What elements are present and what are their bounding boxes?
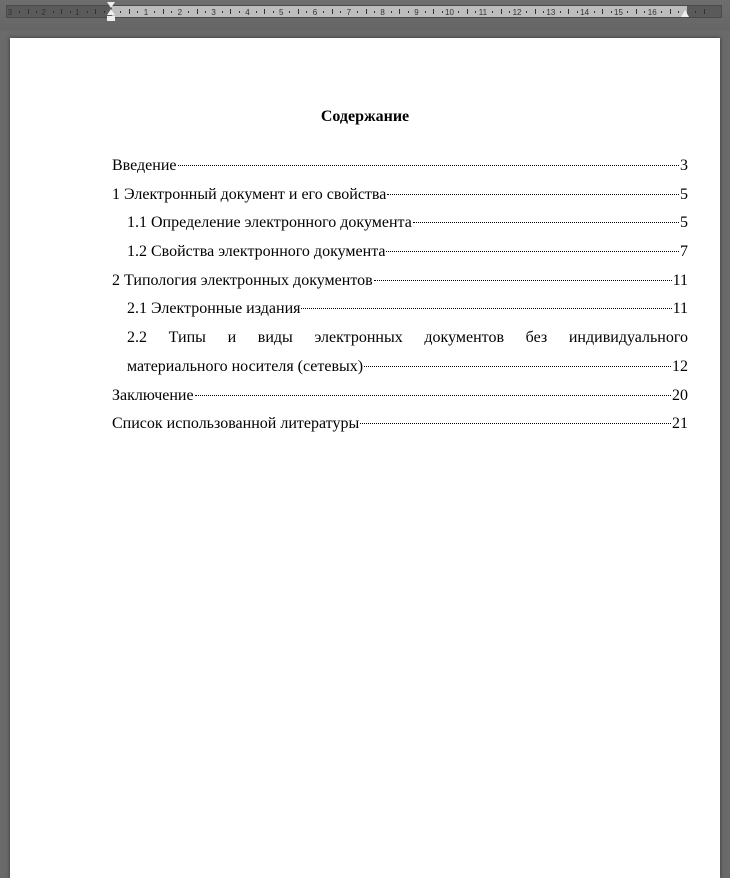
ruler-tick: [509, 11, 510, 13]
toc-page-number: 11: [672, 300, 688, 318]
toc-entry-title: 2 Типология электронных документов: [112, 271, 373, 289]
toc-page-number: 3: [680, 157, 688, 174]
ruler-tick: [323, 11, 324, 13]
ruler-label: 6: [312, 8, 318, 17]
toc-page-number: 21: [672, 415, 688, 433]
toc-entry[interactable]: [112, 209, 688, 238]
toc-page-number: 5: [680, 185, 688, 203]
toc-entry-title: 1 Электронный документ и его свойства: [112, 185, 387, 203]
ruler-tick: [399, 9, 400, 14]
toc-entry[interactable]: [112, 238, 688, 267]
ruler-tick: [661, 11, 662, 13]
toc-entry-title: 1.1 Определение электронного документа: [127, 214, 412, 232]
ruler-tick: [298, 9, 299, 14]
toc-page-number: 20: [672, 386, 688, 404]
ruler-label: 2: [177, 8, 183, 17]
toc-entry[interactable]: [112, 410, 688, 439]
ruler-tick: [87, 11, 88, 13]
toc-entry[interactable]: [112, 181, 688, 210]
ruler-label: 2: [41, 8, 46, 17]
ruler-tick: [19, 11, 20, 13]
ruler-label: 7: [346, 8, 352, 17]
toc-entry-title: Заключение: [112, 386, 194, 404]
ruler-tick: [205, 11, 206, 13]
ruler-label: 1: [75, 8, 80, 17]
ruler-tick: [442, 11, 443, 13]
ruler-tick: [197, 9, 198, 14]
ruler-tick: [188, 11, 189, 13]
ruler-tick: [374, 11, 375, 13]
ruler-label: 1: [143, 8, 149, 17]
ruler-tick: [28, 9, 29, 14]
ruler-tick: [104, 11, 105, 13]
ruler-tick: [230, 9, 231, 14]
ruler-tick: [602, 9, 603, 14]
ruler-tick: [273, 11, 274, 13]
ruler-tick: [644, 11, 645, 13]
right-indent-marker-icon[interactable]: [681, 10, 689, 17]
ruler-tick: [678, 11, 679, 13]
ruler-label: 3: [7, 8, 13, 17]
ruler-tick: [391, 11, 392, 13]
ruler-tick: [340, 11, 341, 13]
toc-entry-title: 1.2 Свойства электронного документа: [127, 243, 386, 261]
ruler-label: 14: [580, 8, 590, 17]
ruler-tick: [627, 11, 628, 13]
toc-dot-leader: [360, 423, 671, 424]
toc-page-number: 11: [672, 271, 688, 289]
ruler-tick: [526, 11, 527, 13]
ruler-tick: [467, 9, 468, 14]
toc-entry[interactable]: [112, 353, 688, 382]
ruler-tick: [36, 11, 37, 13]
ruler-tick: [129, 9, 130, 14]
indent-marker-icon[interactable]: [107, 2, 115, 22]
ruler-tick: [501, 9, 502, 14]
ruler-label: 3: [211, 8, 216, 17]
ruler-tick: [670, 9, 671, 14]
ruler-tick: [332, 9, 333, 14]
toc-entry[interactable]: [112, 267, 688, 296]
ruler-label: 15: [614, 8, 623, 17]
ruler-tick: [239, 11, 240, 13]
table-of-contents: [112, 152, 688, 439]
ruler-tick: [695, 11, 696, 13]
ruler-tick: [256, 11, 257, 13]
ruler-tick: [475, 11, 476, 13]
ruler-tick: [458, 11, 459, 13]
ruler-tick: [611, 11, 612, 13]
ruler-tick: [61, 9, 62, 14]
ruler-tick: [560, 11, 561, 13]
ruler-tick: [70, 11, 71, 13]
ruler-tick: [95, 9, 96, 14]
ruler-label: 11: [478, 8, 488, 17]
toc-dot-leader: [178, 165, 680, 166]
toc-entry[interactable]: [112, 152, 688, 181]
ruler-tick: [154, 11, 155, 13]
ruler-tick: [535, 9, 536, 14]
toc-page-number: 5: [680, 214, 688, 232]
ruler-tick: [289, 11, 290, 13]
toc-dot-leader: [301, 308, 671, 309]
toc-entry[interactable]: [112, 295, 688, 324]
toc-page-number: 12: [672, 357, 688, 375]
toc-dot-leader: [364, 366, 671, 367]
ruler-tick: [568, 9, 569, 14]
ruler-label: 4: [245, 8, 250, 17]
ruler-tick: [543, 11, 544, 13]
ruler-tick: [306, 11, 307, 13]
ruler-label: 10: [445, 8, 454, 17]
toc-dot-leader: [374, 280, 672, 281]
ruler-tick: [366, 9, 367, 14]
toc-entry-title: 2.1 Электронные издания: [127, 300, 301, 318]
ruler-tick: [425, 11, 426, 13]
toc-dot-leader: [386, 251, 679, 252]
ruler-tick: [120, 11, 121, 13]
ruler-tick: [433, 9, 434, 14]
toc-page-number: 7: [680, 243, 688, 261]
ruler-bar: [0, 0, 730, 30]
toc-dot-leader: [413, 222, 679, 223]
ruler-label: 16: [647, 8, 657, 17]
toc-entry-title: материального носителя (сетевых): [127, 357, 364, 375]
toc-entry[interactable]: [112, 382, 688, 411]
ruler-tick: [264, 9, 265, 14]
ruler-label: 9: [414, 8, 419, 17]
ruler-tick: [577, 11, 578, 13]
ruler-label: 13: [546, 8, 556, 17]
ruler-tick: [171, 11, 172, 13]
ruler-tick: [222, 11, 223, 13]
ruler-tick: [636, 9, 637, 14]
toc-entry-title: Список использованной литературы: [112, 415, 360, 433]
ruler-tick: [357, 11, 358, 13]
toc-dot-leader: [387, 194, 679, 195]
ruler-tick: [53, 11, 54, 13]
ruler-tick: [492, 11, 493, 13]
ruler-tick: [704, 9, 705, 14]
toc-entry-text: 2.2 Типы и виды электронных документов без индивидуального: [127, 329, 688, 347]
ruler-label: 8: [380, 8, 385, 17]
toc-entry-title: Введение: [112, 157, 177, 174]
page-title: Содержание: [320, 108, 410, 125]
ruler-tick: [163, 9, 164, 14]
document-page[interactable]: [10, 38, 720, 878]
ruler-tick: [408, 11, 409, 13]
ruler-tick: [137, 11, 138, 13]
toc-dot-leader: [195, 395, 671, 396]
ruler-label: 5: [279, 8, 284, 17]
ruler-tick: [594, 11, 595, 13]
ruler-label: 12: [512, 8, 522, 17]
